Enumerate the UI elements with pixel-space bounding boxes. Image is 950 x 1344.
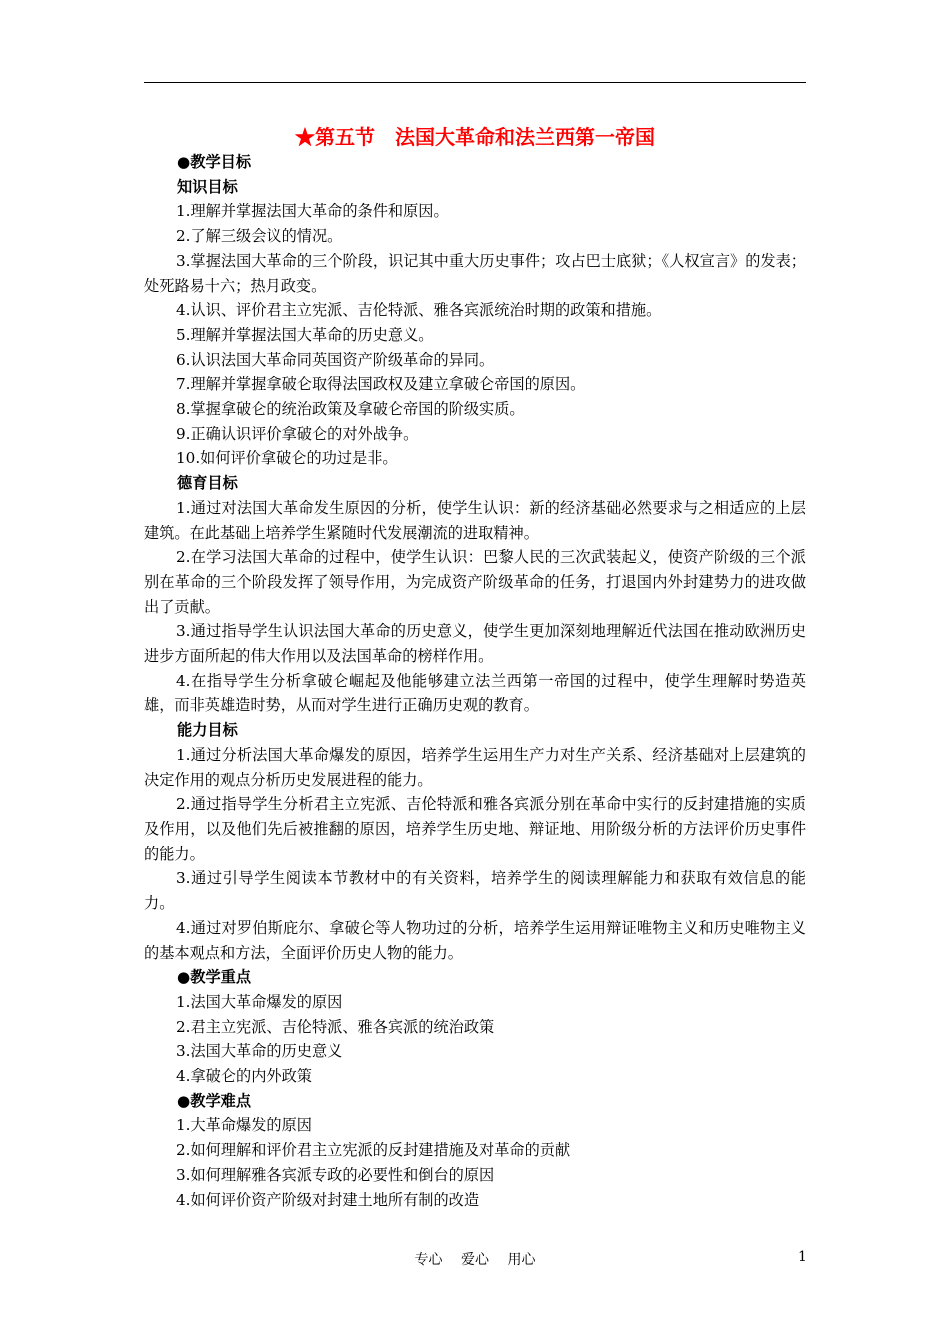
list-item: 4.认识、评价君主立宪派、吉伦特派、雅各宾派统治时期的政策和措施。 <box>176 301 662 320</box>
list-item: 4.拿破仑的内外政策 <box>176 1067 312 1086</box>
header-rule <box>144 82 806 83</box>
page-title: ★第五节 法国大革命和法兰西第一帝国 <box>295 125 655 149</box>
list-item: 10.如何评价拿破仑的功过是非。 <box>176 449 398 468</box>
list-item: 3.掌握法国大革命的三个阶段，识记其中重大历史事件；攻占巴士底狱；《人权宣言》的发表；处死路易十六；热月政变。 <box>144 251 806 295</box>
list-item: 1.法国大革命爆发的原因 <box>176 992 343 1011</box>
difficult-points-list <box>144 1113 806 1212</box>
section-heading-difficult-points: ●教学难点 <box>177 1091 252 1110</box>
list-item: 1.大革命爆发的原因 <box>176 1116 312 1135</box>
subheading-knowledge: 知识目标 <box>177 177 238 196</box>
list-item: 3.通过引导学生阅读本节教材中的有关资料，培养学生的阅读理解能力和获取有效信息的能力。 <box>144 869 806 913</box>
subheading-ability: 能力目标 <box>177 721 238 740</box>
list-item: 4.在指导学生分析拿破仑崛起及他能够建立法兰西第一帝国的过程中，使学生理解时势造英雄，而非英雄造时势，从而对学生进行正确历史观的教育。 <box>144 671 806 715</box>
section-heading-key-points: ●教学重点 <box>177 968 252 987</box>
list-item: 9.正确认识评价拿破仑的对外战争。 <box>176 424 419 443</box>
list-item: 8.掌握拿破仑的统治政策及拿破仑帝国的阶级实质。 <box>176 400 525 419</box>
list-item: 4.通过对罗伯斯庇尔、拿破仑等人物功过的分析，培养学生运用辩证唯物主义和历史唯物主义的基本观点和方法，全面评价历史人物的能力。 <box>144 918 806 962</box>
list-item: 1.理解并掌握法国大革命的条件和原因。 <box>176 202 449 221</box>
knowledge-list <box>144 199 806 471</box>
list-item: 4.如何评价资产阶级对封建土地所有制的改造 <box>176 1190 480 1209</box>
list-item: 6.认识法国大革命同英国资产阶级革命的异同。 <box>176 350 495 369</box>
list-item: 2.了解三级会议的情况。 <box>176 227 343 246</box>
list-item: 7.理解并掌握拿破仑取得法国政权及建立拿破仑帝国的原因。 <box>176 375 586 394</box>
list-item: 2.君主立宪派、吉伦特派、雅各宾派的统治政策 <box>176 1017 495 1036</box>
list-item: 2.如何理解和评价君主立宪派的反封建措施及对革命的贡献 <box>176 1141 571 1160</box>
key-points-list <box>144 990 806 1089</box>
list-item: 2.在学习法国大革命的过程中，使学生认识：巴黎人民的三次武装起义，使资产阶级的三个派别在革命的三个阶段发挥了领导作用，为完成资产阶级革命的任务，打退国内外封建势力的进攻做出了贡献。 <box>144 548 806 616</box>
list-item: 3.如何理解雅各宾派专政的必要性和倒台的原因 <box>176 1165 495 1184</box>
list-item: 5.理解并掌握法国大革命的历史意义。 <box>176 325 434 344</box>
list-item: 3.通过指导学生认识法国大革命的历史意义，使学生更加深刻地理解近代法国在推动欧洲历史进步方面所起的伟大作用以及法国革命的榜样作用。 <box>144 622 806 666</box>
moral-list <box>144 496 806 718</box>
list-item: 2.通过指导学生分析君主立宪派、吉伦特派和雅各宾派分别在革命中实行的反封建措施的实质及作用，以及他们先后被推翻的原因，培养学生历史地、辩证地、用阶级分析的方法评价历史事件的能力。 <box>144 795 806 863</box>
section-heading-goals: ●教学目标 <box>177 153 252 171</box>
page-number: 1 <box>798 1249 807 1265</box>
list-item: 3.法国大革命的历史意义 <box>176 1042 343 1061</box>
ability-list <box>144 743 806 965</box>
page-footer: 专心 爱心 用心 <box>414 1252 536 1268</box>
list-item: 1.通过对法国大革命发生原因的分析，使学生认识：新的经济基础必然要求与之相适应的上层建筑。在此基础上培养学生紧随时代发展潮流的进取精神。 <box>144 498 806 542</box>
subheading-moral: 德育目标 <box>177 474 238 493</box>
document-body <box>144 124 806 1212</box>
list-item: 1.通过分析法国大革命爆发的原因，培养学生运用生产力对生产关系、经济基础对上层建筑的决定作用的观点分析历史发展进程的能力。 <box>144 745 806 789</box>
